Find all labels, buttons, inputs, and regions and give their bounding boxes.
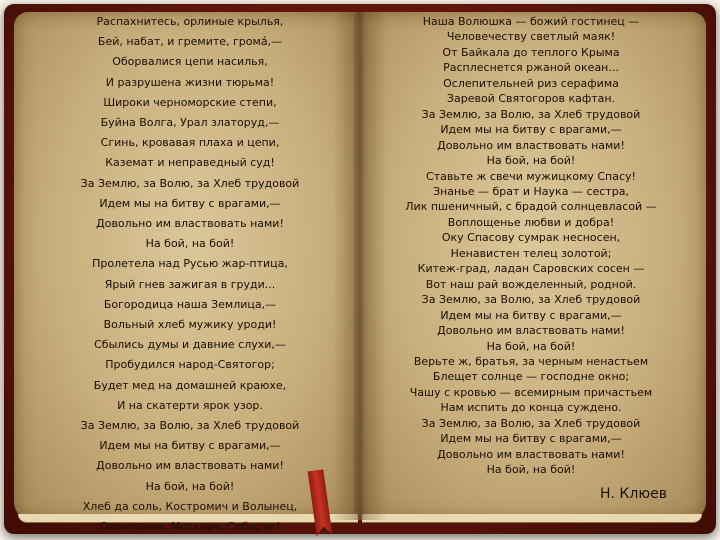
poem-line: За Землю, за Волю, за Хлеб трудовой bbox=[421, 416, 641, 430]
poem-line: На бой, на бой! bbox=[486, 339, 576, 353]
poem-line: На бой, на бой! bbox=[486, 154, 576, 168]
poem-line: И на скатерти ярок узор. bbox=[117, 398, 263, 412]
poem-line: За Землю, за Волю, за Хлеб трудовой bbox=[421, 293, 641, 307]
poem-line: Довольно им властвовать нами! bbox=[437, 447, 625, 461]
poem-line: Сбылись думы и давние слухи,— bbox=[94, 338, 286, 352]
poem-line: Богородица наша Землица,— bbox=[103, 297, 277, 311]
poem-line: Идем мы на битву с врагами,— bbox=[440, 432, 622, 446]
poem-line: Ставьте ж свечи мужицкому Спасу! bbox=[426, 169, 636, 183]
poem-line: За Землю, за Волю, за Хлеб трудовой bbox=[421, 107, 641, 121]
left-poem-text bbox=[22, 12, 358, 537]
poem-line: На бой, на бой! bbox=[145, 237, 235, 251]
poem-line: Оку Спасову сумрак несносен, bbox=[441, 231, 621, 245]
poem-line: Идем мы на битву с врагами,— bbox=[99, 439, 281, 453]
poem-line: Буйна Волга, Урал златоруд,— bbox=[100, 116, 280, 130]
poem-line: Китеж-град, ладан Саровских сосен — bbox=[417, 262, 645, 276]
poem-line: Лик пшеничный, с брадой солнцевласой — bbox=[405, 200, 657, 214]
poem-line: Распахнитесь, орлиные крылья, bbox=[96, 15, 284, 28]
poem-line: Наша Волюшка — божий гостинец — bbox=[422, 15, 640, 28]
poem-line: Вот наш рай вожделенный, родной. bbox=[425, 277, 637, 291]
poem-line: Ослепительней риз серафима bbox=[443, 76, 619, 90]
poem-line: Человечеству светлый маяк! bbox=[446, 30, 616, 44]
poem-line: На бой, на бой! bbox=[145, 479, 235, 493]
poem-line: Верьте ж, братья, за черным ненастьем bbox=[413, 354, 649, 368]
poem-line: Довольно им властвовать нами! bbox=[96, 459, 284, 473]
poem-line: Пробудился народ-Святогор; bbox=[105, 358, 275, 372]
poem-line: Довольно им властвовать нами! bbox=[96, 217, 284, 231]
poem-line: Будет мед на домашней краюхе, bbox=[93, 378, 287, 392]
poem-line: Идем мы на битву с врагами,— bbox=[440, 123, 622, 137]
poem-line: Пролетела над Русью жар-птица, bbox=[92, 257, 288, 271]
poem-line: Довольно им властвовать нами! bbox=[437, 138, 625, 152]
poem-line: Бей, набат, и гремите, громá,— bbox=[97, 35, 283, 49]
poem-line: Хлеб да соль, Костромич и Волынец, bbox=[82, 499, 298, 513]
author-signature: Н. Клюев bbox=[600, 486, 667, 502]
poem-line: Блещет солнце — господне окно; bbox=[432, 370, 630, 384]
poem-line: Каземат и неправедный суд! bbox=[105, 156, 275, 170]
poem-line: Сгинь, кровавая плаха и цепи, bbox=[100, 136, 280, 150]
poem-line: От Байкала до теплого Крыма bbox=[442, 45, 620, 59]
poem-line: На бой, на бой! bbox=[486, 463, 576, 477]
poem-line: Чашу с кровью — всемирным причастьем bbox=[409, 385, 653, 399]
poem-line: Ярый гнев зажигая в груди... bbox=[104, 277, 276, 291]
poem-line: Расплеснется ржаной океан... bbox=[443, 61, 619, 75]
poem-line: Воплощенье любви и добра! bbox=[447, 215, 615, 229]
poem-line: Заревой Святогоров кафтан. bbox=[446, 92, 616, 106]
right-page-edges bbox=[362, 514, 702, 523]
poem-line: Нам испить до конца суждено. bbox=[440, 401, 622, 415]
poem-line: Знанье — брат и Наука — сестра, bbox=[433, 184, 629, 198]
poem-line: Довольно им властвовать нами! bbox=[437, 324, 625, 338]
poem-line: За Землю, за Волю, за Хлеб трудовой bbox=[80, 419, 300, 433]
poem-line: Вольный хлеб мужику уроди! bbox=[103, 318, 277, 332]
poem-line: Олончанин, Москвич, Сибиряк! bbox=[99, 520, 281, 534]
poem-line: За Землю, за Волю, за Хлеб трудовой bbox=[80, 176, 300, 190]
poem-line: Идем мы на битву с врагами,— bbox=[99, 196, 281, 210]
poem-line: Оборвалися цепи насилья, bbox=[112, 55, 268, 69]
poem-line: И разрушена жизни тюрьма! bbox=[105, 75, 275, 89]
poem-line: Идем мы на битву с врагами,— bbox=[440, 308, 622, 322]
right-poem-text bbox=[358, 14, 704, 478]
poem-line: Широки черноморские степи, bbox=[103, 95, 277, 109]
poem-line: Ненавистен телец золотой; bbox=[450, 246, 612, 260]
